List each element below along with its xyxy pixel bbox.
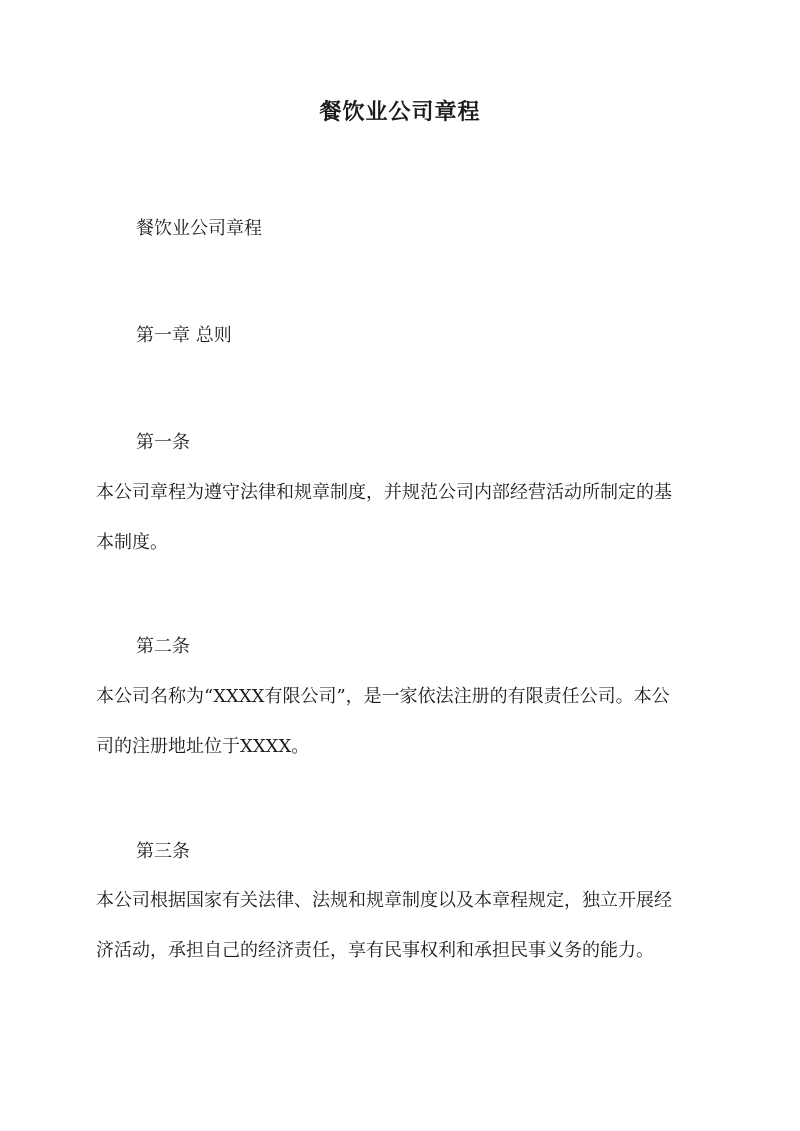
document-title: 餐饮业公司章程 [319, 99, 481, 125]
chapter-heading: 第一章 总则 [136, 325, 232, 346]
article-1-heading: 第一条 [136, 432, 190, 453]
article-2-line-1: 本公司名称为“XXXX有限公司”，是一家依法注册的有限责任公司。本公 [96, 686, 670, 707]
document-subtitle: 餐饮业公司章程 [136, 218, 262, 239]
article-2-line-2: 司的注册地址位于XXXX。 [96, 736, 310, 757]
article-1-line-1: 本公司章程为遵守法律和规章制度，并规范公司内部经营活动所制定的基 [96, 482, 672, 503]
article-3-heading: 第三条 [136, 841, 190, 862]
article-3-line-2: 济活动，承担自己的经济责任，享有民事权利和承担民事义务的能力。 [96, 940, 654, 961]
article-1-line-2: 本制度。 [96, 532, 168, 553]
article-2-heading: 第二条 [136, 636, 190, 657]
article-3-line-1: 本公司根据国家有关法律、法规和规章制度以及本章程规定，独立开展经 [96, 890, 672, 911]
